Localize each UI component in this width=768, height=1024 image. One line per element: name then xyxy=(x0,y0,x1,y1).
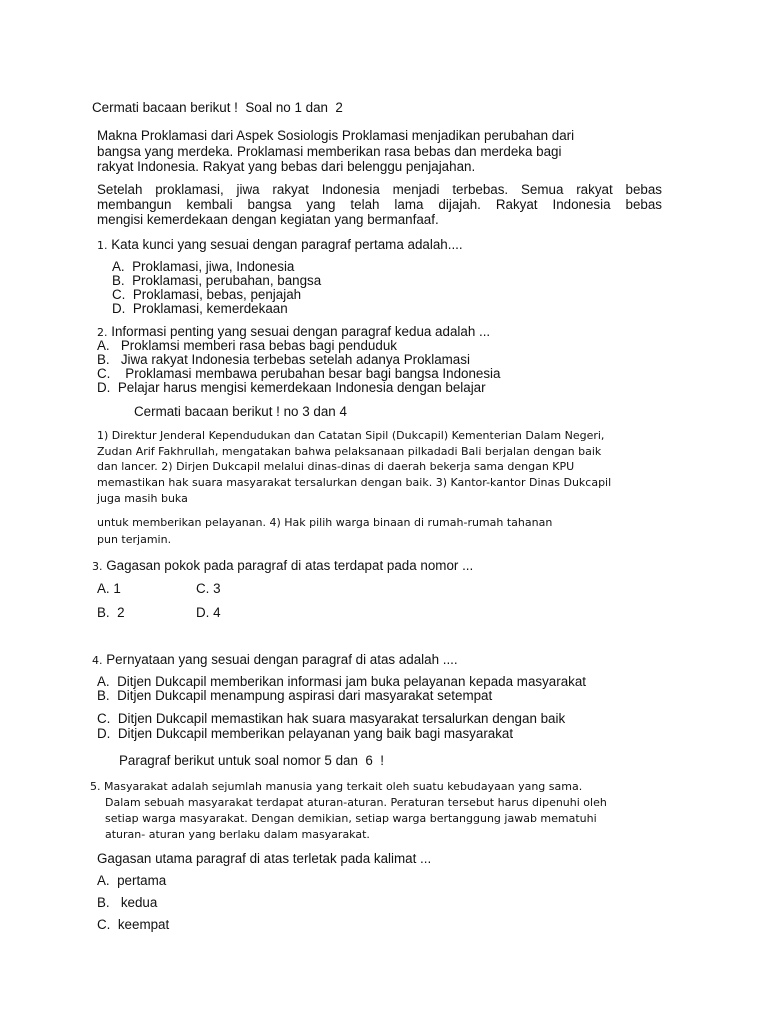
option-text: kedua xyxy=(117,895,158,910)
paragraph-line: Setelah proklamasi, jiwa rakyat Indonesia menjadi terbebas. Semua rakyat bebas xyxy=(97,182,662,197)
option-text: Pelajar harus mengisi kemerdekaan Indonesia dengan belajar xyxy=(117,380,486,395)
option-text: pertama xyxy=(117,873,167,888)
option-text: 4 xyxy=(213,605,221,620)
question-prompt: Gagasan pokok pada paragraf di atas terdapat pada nomor ... xyxy=(106,558,474,573)
paragraph-line: rakyat Indonesia. Rakyat yang bebas dari belenggu penjajahan. xyxy=(97,159,476,174)
question-text xyxy=(97,237,463,254)
question-text xyxy=(92,652,458,669)
passage-line xyxy=(90,780,582,794)
option-text: Proklamasi membawa perubahan besar bagi bangsa Indonesia xyxy=(125,366,501,381)
option-text: Ditjen Dukcapil memberikan pelayanan yang baik bagi masyarakat xyxy=(117,726,514,741)
question-number: 5. xyxy=(90,780,101,793)
passage-line: memastikan hak suara masyarakat tersalurkan dengan baik. 3) Kantor-kantor Dinas Dukcapil xyxy=(97,476,612,489)
option-label: D. xyxy=(97,380,111,395)
passage-text: Masyarakat adalah sejumlah manusia yang terkait oleh suatu kebudayaan yang sama. xyxy=(104,780,583,793)
option-label: D. xyxy=(112,301,126,316)
option-text: 2 xyxy=(117,605,125,620)
passage-line: juga masih buka xyxy=(97,492,188,505)
option-text: Proklamasi, jiwa, Indonesia xyxy=(132,259,295,274)
question-number: 4. xyxy=(92,654,103,667)
option-label: B. xyxy=(112,273,125,288)
option-a xyxy=(97,873,166,889)
option-c xyxy=(97,711,565,727)
option-text: Proklamasi, kemerdekaan xyxy=(132,301,288,316)
option-label: C. xyxy=(112,287,126,302)
question-number: 3. xyxy=(92,560,103,573)
passage-line: untuk memberikan pelayanan. 4) Hak pilih warga binaan di rumah-rumah tahanan xyxy=(97,516,553,529)
section3-heading: Paragraf berikut untuk soal nomor 5 dan 6 ! xyxy=(119,753,384,768)
option-label: C. xyxy=(196,581,210,596)
option-label: B. xyxy=(97,895,110,910)
passage-line: aturan- aturan yang berlaku dalam masyarakat. xyxy=(105,828,370,841)
option-b xyxy=(97,895,157,911)
option-label: D. xyxy=(196,605,210,620)
question-number: 2. xyxy=(97,326,108,339)
option-label: B. xyxy=(97,688,110,703)
option-label: C. xyxy=(97,917,111,932)
question-prompt: Gagasan utama paragraf di atas terletak pada kalimat ... xyxy=(97,851,432,866)
option-label: A. xyxy=(97,674,110,689)
passage-line: dan lancer. 2) Dirjen Dukcapil melalui dinas-dinas di daerah bekerja sama dengan KPU xyxy=(97,460,575,473)
question-text xyxy=(92,558,473,575)
option-label: C. xyxy=(97,711,111,726)
option-c xyxy=(97,917,169,933)
question-prompt: Informasi penting yang sesuai dengan paragraf kedua adalah ... xyxy=(111,324,491,339)
option-b xyxy=(97,688,492,704)
option-c xyxy=(196,581,221,597)
section2-heading: Cermati bacaan berikut ! no 3 dan 4 xyxy=(134,404,347,419)
option-d xyxy=(112,301,288,317)
option-label: A. xyxy=(112,259,125,274)
question-prompt: Kata kunci yang sesuai dengan paragraf pertama adalah.... xyxy=(111,237,463,252)
passage-line: setiap warga masyarakat. Dengan demikian, setiap warga bertanggung jawab mematuhi xyxy=(105,812,597,825)
option-text: Ditjen Dukcapil memberikan informasi jam buka pelayanan kepada masyarakat xyxy=(117,674,587,689)
option-d xyxy=(196,605,221,621)
option-text: Proklamasi, perubahan, bangsa xyxy=(132,273,322,288)
option-text: Jiwa rakyat Indonesia terbebas setelah adanya Proklamasi xyxy=(120,352,470,367)
option-text: 1 xyxy=(113,581,121,596)
passage-line: Dalam sebuah masyarakat terdapat aturan-aturan. Peraturan tersebut harus dipenuhi oleh xyxy=(105,796,607,809)
option-label: B. xyxy=(97,605,110,620)
option-label: A. xyxy=(97,338,110,353)
option-label: A. xyxy=(97,873,110,888)
question-prompt: Pernyataan yang sesuai dengan paragraf di atas adalah .... xyxy=(106,652,458,667)
option-label: C. xyxy=(97,366,111,381)
option-a xyxy=(97,581,121,597)
option-d xyxy=(97,726,513,742)
option-text: keempat xyxy=(117,917,170,932)
paragraph-line: membangun kembali bangsa yang telah lama dijajah. Rakyat Indonesia bebas xyxy=(97,197,662,212)
option-text: 3 xyxy=(213,581,221,596)
option-text: Ditjen Dukcapil memastikan hak suara masyarakat tersalurkan dengan baik xyxy=(117,711,566,726)
paragraph-line: Makna Proklamasi dari Aspek Sosiologis Proklamasi menjadikan perubahan dari xyxy=(97,128,575,143)
option-label: A. xyxy=(97,581,110,596)
paragraph-line: bangsa yang merdeka. Proklamasi memberikan rasa bebas dan merdeka bagi xyxy=(97,144,562,159)
option-text: Ditjen Dukcapil menampung aspirasi dari masyarakat setempat xyxy=(117,688,493,703)
section1-heading: Cermati bacaan berikut ! Soal no 1 dan 2 xyxy=(92,100,343,115)
passage-line: Zudan Arif Fakhrullah, mengatakan bahwa pelaksanaan pilkadadi Bali berjalan dengan baik xyxy=(97,445,602,458)
option-text: Proklamsi memberi rasa bebas bagi penduduk xyxy=(120,338,397,353)
option-label: B. xyxy=(97,352,110,367)
option-d xyxy=(97,380,486,396)
option-label: D. xyxy=(97,726,111,741)
paragraph-line: mengisi kemerdekaan dengan kegiatan yang bermanfaaf. xyxy=(97,212,439,227)
option-text: Proklamasi, bebas, penjajah xyxy=(132,287,302,302)
passage-line: pun terjamin. xyxy=(97,533,172,546)
option-b xyxy=(97,605,125,621)
passage-line: 1) Direktur Jenderal Kependudukan dan Catatan Sipil (Dukcapil) Kementerian Dalam Negeri, xyxy=(97,429,605,442)
question-number: 1. xyxy=(97,239,108,252)
